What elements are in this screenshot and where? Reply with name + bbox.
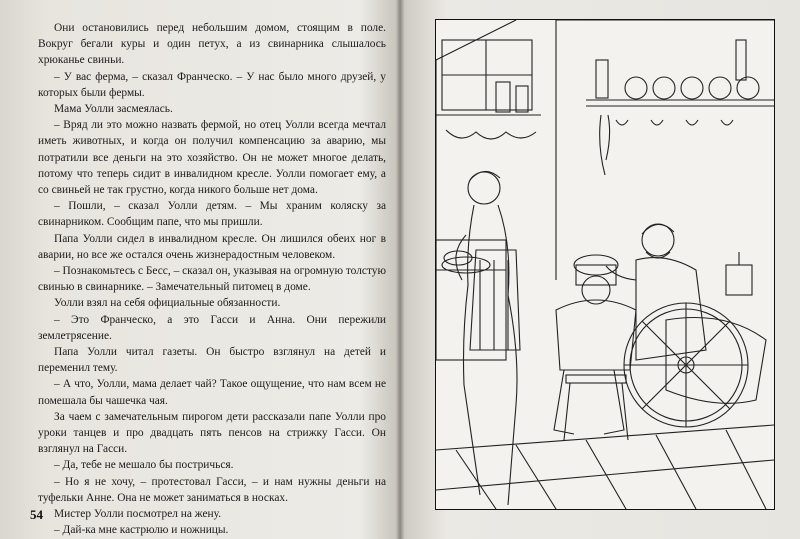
paragraph: – Но я не хочу, – протестовал Гасси, – и нам нужны деньги на туфельки Анне. Она не может заниматься в носках. xyxy=(38,475,386,504)
illustration-drawing xyxy=(436,20,774,509)
paragraph: Мистер Уолли посмотрел на жену. xyxy=(54,508,222,521)
paragraph: – У вас ферма, – сказал Франческо. – У нас было много друзей, у которых были фермы. xyxy=(38,70,386,99)
paragraph: – Дай-ка мне кастрюлю и ножницы. xyxy=(54,524,229,537)
paragraph: – Пошли, – сказал Уолли детям. – Мы храним коляску за свинарником. Сообщим папе, что мы пришли. xyxy=(38,200,386,229)
paragraph: Мама Уолли засмеялась. xyxy=(54,103,173,116)
page-number: 54 xyxy=(30,507,43,522)
paragraph: – Это Франческо, а это Гасси и Анна. Они пережили землетрясение. xyxy=(38,313,386,342)
paragraph: Они остановились перед небольшим домом, стоящим в поле. Вокруг бегали куры и один петух, а из свинарника слышалось хрюканье свиньи. xyxy=(38,22,386,67)
paragraph: Уолли взял на себя официальные обязанности. xyxy=(54,297,281,310)
paragraph: – Вряд ли это можно назвать фермой, но отец Уолли всегда мечтал иметь животных, и когда он получил компенсацию за аварию, мы потратили все деньги на это хозяйство. Он не может многое делать, потому что теперь сидит в инвалидном кресле. Уолли помогает ему, а со свиньей не так грустно, когда никого больше нет дома. xyxy=(38,119,386,197)
paragraph: Папа Уолли читал газеты. Он быстро взглянул на детей и переменил тему. xyxy=(38,346,386,375)
paragraph: – Да, тебе не мешало бы постричься. xyxy=(54,459,234,472)
paragraph: За чаем с замечательным пирогом дети рассказали папе Уолли про уроки танцев и про двадцать пять пенсов на стрижку Гасси. Он взглянул на Гасси. xyxy=(38,410,386,456)
right-page xyxy=(400,0,800,539)
paragraph: – А что, Уолли, мама делает чай? Такое ощущение, что нам всем не помешала бы чашечка чая. xyxy=(38,378,386,407)
paragraph: Папа Уолли сидел в инвалидном кресле. Он лишился обеих ног в аварии, но все же остался очень жизнерадостным человеком. xyxy=(38,232,386,261)
text-block xyxy=(38,20,386,539)
paragraph: – Познакомьтесь с Бесс, – сказал он, указывая на огромную толстую свинью в свинарнике. – Замечательный питомец в доме. xyxy=(38,265,386,294)
kitchen-haircut-illustration xyxy=(435,19,775,510)
